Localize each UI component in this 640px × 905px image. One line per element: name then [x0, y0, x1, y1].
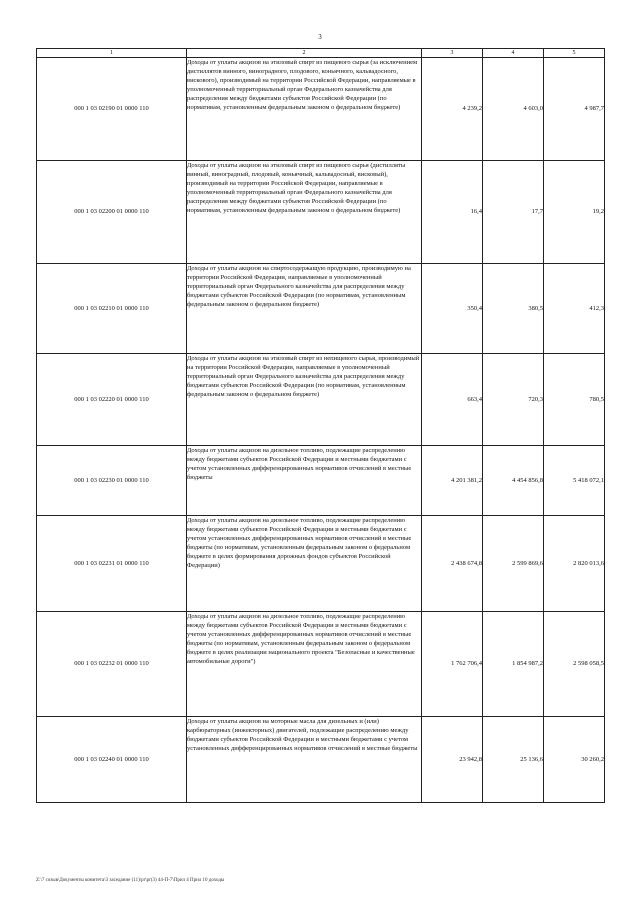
value-year-2: 4 454 856,8 [483, 446, 544, 516]
column-number: 2 [187, 49, 422, 58]
value-year-2: 380,5 [483, 264, 544, 354]
table-row [37, 516, 605, 612]
table-header-row [37, 49, 605, 58]
value-year-1: 663,4 [422, 354, 483, 446]
value-year-2: 2 599 869,6 [483, 516, 544, 612]
value-year-3: 19,2 [544, 161, 605, 264]
value-year-3: 4 987,7 [544, 58, 605, 161]
value-year-2: 1 854 987,2 [483, 612, 544, 717]
value-year-3: 2 598 058,5 [544, 612, 605, 717]
value-year-3: 5 418 072,1 [544, 446, 605, 516]
table-row [37, 58, 605, 161]
table-row [37, 612, 605, 717]
budget-code: 000 1 03 02231 01 0000 110 [37, 516, 187, 612]
revenue-description: Доходы от уплаты акцизов на этиловый спирт из пищевого сырья (за исключением дистиллятов винного, виноградного, плодового, коньячного, кальвадосного, вискового), производимый на территории Российской Федерации, направляемые в уполномоченный территориальный орган Федерального казначейства для распределения между бюджетами субъектов Российской Федерации (по нормативам, установленным федеральным законом о федеральном бюджете) [187, 58, 422, 161]
budget-code: 000 1 03 02240 01 0000 110 [37, 717, 187, 803]
value-year-1: 23 942,8 [422, 717, 483, 803]
value-year-1: 2 438 674,8 [422, 516, 483, 612]
column-number: 4 [483, 49, 544, 58]
value-year-1: 350,4 [422, 264, 483, 354]
value-year-1: 4 239,2 [422, 58, 483, 161]
value-year-3: 412,3 [544, 264, 605, 354]
table-row [37, 354, 605, 446]
value-year-1: 1 762 706,4 [422, 612, 483, 717]
value-year-2: 17,7 [483, 161, 544, 264]
value-year-1: 4 201 381,2 [422, 446, 483, 516]
revenue-description: Доходы от уплаты акцизов на дизельное топливо, подлежащие распределению между бюджетами субъектов Российской Федерации и местными бюджетами с учетом установленных дифференцированных нормативов отчислений в местные бюджеты (по нормативам, установленным федеральным законом о федеральном бюджете в целях формирования дорожных фондов субъектов Российской Федерации) [187, 516, 422, 612]
page-number: 3 [318, 33, 322, 41]
value-year-3: 30 260,2 [544, 717, 605, 803]
revenue-description: Доходы от уплаты акцизов на спиртосодержащую продукцию, производимую на территории Российской Федерации, направляемые в уполномоченный территориальный орган Федерального казначейства для распределения между бюджетами субъектов Российской Федерации (по нормативам, установленным федеральным законом о федеральном бюджете) [187, 264, 422, 354]
column-number: 5 [544, 49, 605, 58]
value-year-2: 25 136,6 [483, 717, 544, 803]
budget-code: 000 1 03 02230 01 0000 110 [37, 446, 187, 516]
table-row [37, 717, 605, 803]
value-year-3: 780,5 [544, 354, 605, 446]
value-year-3: 2 820 013,6 [544, 516, 605, 612]
budget-code: 000 1 03 02232 01 0000 110 [37, 612, 187, 717]
table-row [37, 264, 605, 354]
revenue-table [36, 48, 605, 803]
column-number: 3 [422, 49, 483, 58]
budget-code: 000 1 03 02220 01 0000 110 [37, 354, 187, 446]
value-year-2: 4 603,0 [483, 58, 544, 161]
table-row [37, 161, 605, 264]
file-path-footer: Z:\7 созыв\Документы комитета\3 заседание (11)\pr\pr(3) 44-П-7\Прил 4 Прил 10 доходы [36, 878, 225, 883]
table-row [37, 446, 605, 516]
budget-code: 000 1 03 02210 01 0000 110 [37, 264, 187, 354]
value-year-1: 16,4 [422, 161, 483, 264]
revenue-description: Доходы от уплаты акцизов на моторные масла для дизельных и (или) карбюраторных (инжекторных) двигателей, подлежащие распределению между бюджетами субъектов Российской Федерации и местными бюджетами с учетом установленных дифференцированных нормативов отчислений в местные бюджеты [187, 717, 422, 803]
budget-code: 000 1 03 02200 01 0000 110 [37, 161, 187, 264]
budget-code: 000 1 03 02190 01 0000 110 [37, 58, 187, 161]
value-year-2: 720,3 [483, 354, 544, 446]
column-number: 1 [37, 49, 187, 58]
revenue-description: Доходы от уплаты акцизов на дизельное топливо, подлежащие распределению между бюджетами субъектов Российской Федерации и местными бюджетами с учетом установленных дифференцированных нормативов отчислений в местные бюджеты (по нормативам, установленным федеральным законом о федеральном бюджете в целях реализации национального проекта "Безопасные и качественные автомобильные дороги") [187, 612, 422, 717]
revenue-description: Доходы от уплаты акцизов на этиловый спирт из непищевого сырья, производимый на территории Российской Федерации, направляемые в уполномоченный территориальный орган Федерального казначейства для распределения между бюджетами субъектов Российской Федерации (по нормативам, установленным федеральным законом о федеральном бюджете) [187, 354, 422, 446]
revenue-description: Доходы от уплаты акцизов на этиловый спирт из пищевого сырья (дистилляты винный, виноградный, плодовый, коньячный, кальвадосный, висковый), производимый на территории Российской Федерации, направляемые в уполномоченный территориальный орган Федерального казначейства для распределения между бюджетами субъектов Российской Федерации (по нормативам, установленным федеральным законом о федеральном бюджете) [187, 161, 422, 264]
revenue-description: Доходы от уплаты акцизов на дизельное топливо, подлежащие распределению между бюджетами субъектов Российской Федерации и местными бюджетами с учетом установленных дифференцированных нормативов отчислений в местные бюджеты [187, 446, 422, 516]
